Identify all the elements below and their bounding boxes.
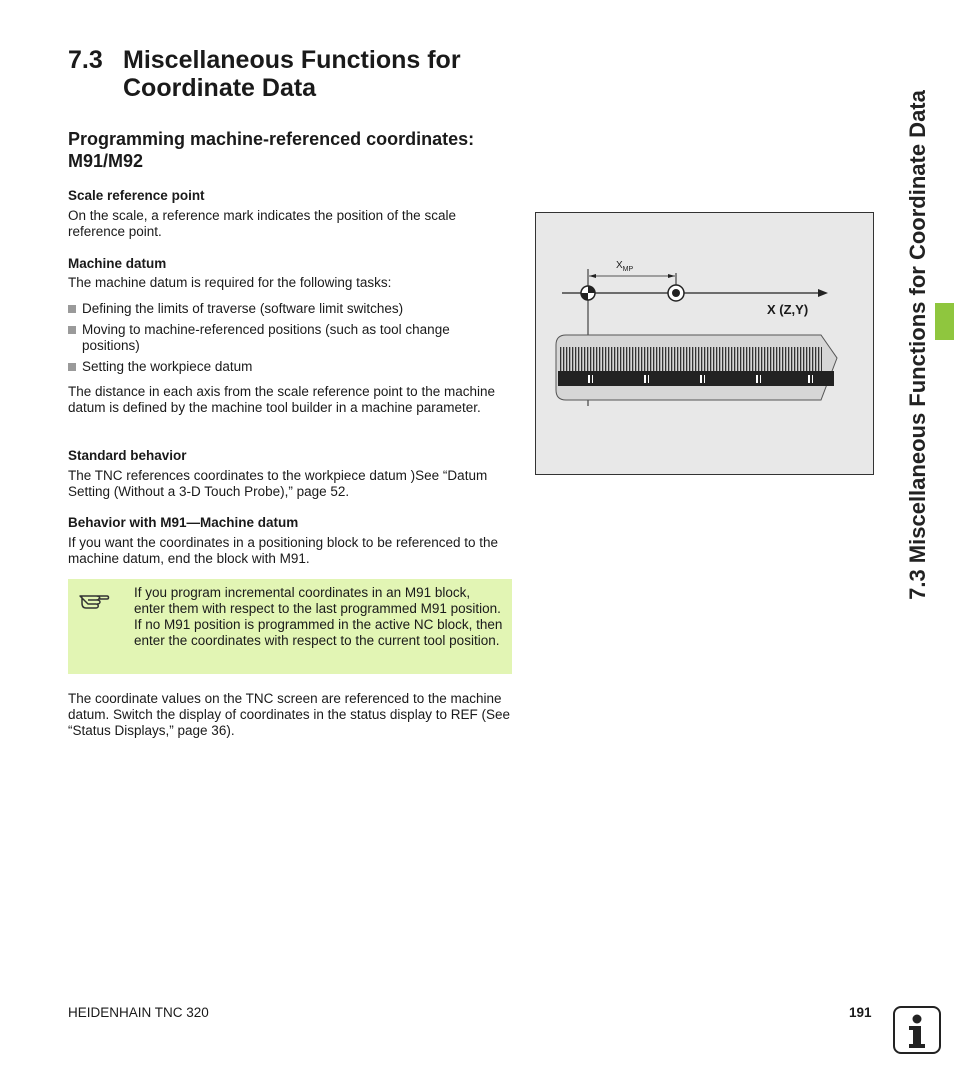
page-number: 191 — [849, 1005, 872, 1020]
scale-figure — [535, 212, 874, 475]
xmp-label: $X_{MP}$ — [616, 260, 634, 273]
info-icon — [893, 1006, 941, 1054]
bullet-square-icon — [68, 326, 76, 334]
note-text: If you program incremental coordinates in an M91 block, enter them with respect to the last programmed M91 position. If no M91 position is programmed in the active NC block, then enter the coordinates with respect to the current tool position. — [134, 585, 503, 648]
machine-datum-text: The machine datum is required for the following tasks: — [68, 275, 392, 290]
footer-product: HEIDENHAIN TNC 320 — [68, 1005, 209, 1020]
distance-text: The distance in each axis from the scale reference point to the machine datum is defined by the machine tool builder in a machine parameter. — [68, 384, 495, 415]
chapter-number: 7.3 — [68, 46, 103, 74]
note-box — [68, 579, 512, 674]
side-chapter-label: 7.3 Miscellaneous Functions for Coordinate Data — [905, 90, 930, 600]
bullet-text: Setting the workpiece datum — [82, 359, 253, 374]
scale-reference-text: On the scale, a reference mark indicates the position of the scale reference point. — [68, 208, 456, 239]
axis-label: X (Z,Y) — [767, 302, 809, 317]
standard-behavior-heading: Standard behavior — [68, 448, 187, 463]
m91-heading: Behavior with M91—Machine datum — [68, 515, 299, 530]
chapter-title-text: Miscellaneous Functions for Coordinate Data — [123, 46, 461, 102]
standard-behavior-text: The TNC references coordinates to the workpiece datum )See “Datum Setting (Without a 3-D Touch Probe),” page 52. — [68, 468, 488, 499]
bullet-square-icon — [68, 305, 76, 313]
bullet-square-icon — [68, 363, 76, 371]
machine-datum-heading: Machine datum — [68, 256, 167, 271]
info-glyph-icon — [895, 1008, 939, 1052]
bullet-item — [68, 322, 508, 354]
bullet-item — [68, 359, 508, 375]
section-title: Programming machine-referenced coordinates: M91/M92 — [68, 129, 475, 171]
ref-text: The coordinate values on the TNC screen are referenced to the machine datum. Switch the display of coordinates in the status display to REF (See “Status Displays,” page 36). — [68, 691, 510, 738]
bullet-text: Defining the limits of traverse (software limit switches) — [82, 301, 404, 316]
scale-reference-heading: Scale reference point — [68, 188, 205, 203]
pointing-hand-icon — [78, 587, 110, 611]
scale-diagram — [536, 213, 873, 474]
bullet-text: Moving to machine-referenced positions (such as tool change positions) — [82, 322, 450, 353]
m91-text: If you want the coordinates in a positioning block to be referenced to the machine datum, end the block with M91. — [68, 535, 499, 566]
bullet-item — [68, 301, 508, 317]
